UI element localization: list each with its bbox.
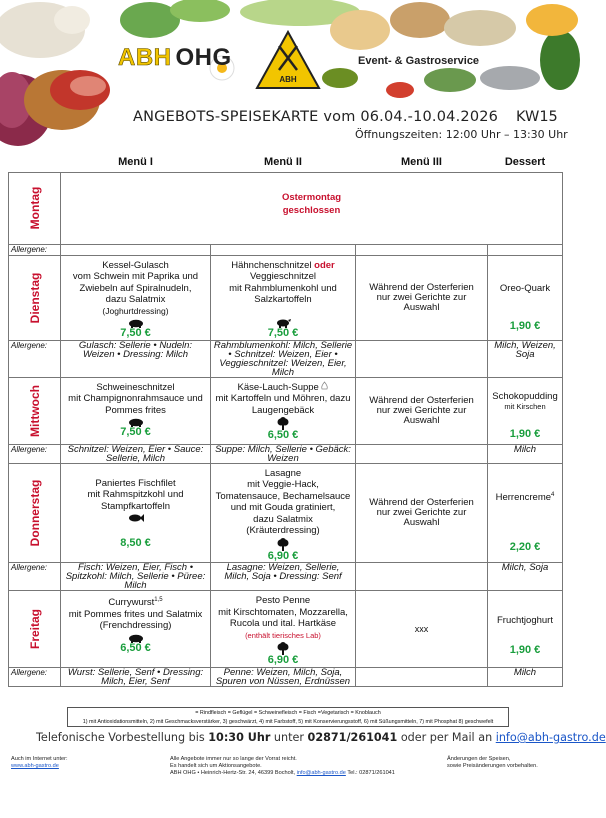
- dish-line: vom Schwein mit Paprika und: [72, 271, 199, 282]
- dish-line: Während der Osterferien: [369, 281, 474, 293]
- price: 7,50 €: [267, 326, 299, 339]
- tuesday-allergen-row: [9, 340, 563, 377]
- dish-line: Lasagne: [264, 467, 302, 479]
- dish-line: mit Champignonrahmsauce und: [68, 393, 203, 404]
- monday-allergen-row: [9, 244, 563, 255]
- dish-line: Veggieschnitzel: [249, 271, 317, 282]
- dessert-name: Schokopudding: [492, 391, 558, 402]
- dish-name: Käse-Lauch-Suppe: [237, 381, 319, 393]
- dish-line: mit Rahmblumenkohl und: [229, 282, 337, 294]
- table-header-row: [9, 152, 563, 172]
- allergen-menu1: Wurst: Sellerie, Senf • Dressing: Milch, Eier, Senf: [61, 667, 211, 686]
- dish-line: Rucola und ital. Hartkäse: [229, 618, 337, 629]
- dessert-name-wrap: [490, 492, 560, 503]
- price: 2,20 €: [509, 541, 541, 554]
- footer-internet-label: Auch im Internet unter:: [11, 756, 68, 762]
- allergen-menu1: Schnitzel: Weizen, Eier • Sauce: Sellerie, Milch: [61, 444, 211, 463]
- footer-offer-note: Es handelt sich um Aktionsangebote.: [170, 763, 262, 769]
- thursday-menu3: [356, 463, 488, 563]
- allergen-menu2: Rahmblumenkohl: Milch, Sellerie • Schnitzel: Weizen, Eier • Veggieschnitzel: Weizen, Eier, Milch: [211, 340, 356, 377]
- brand-name: [118, 44, 232, 72]
- monday-row: [9, 172, 563, 244]
- dish-line: Schweineschnitzel: [96, 381, 175, 393]
- column-header-menu3: Menü III: [356, 152, 488, 172]
- dessert-name: Herrencreme: [495, 492, 552, 504]
- day-label-monday: Montag: [9, 172, 61, 244]
- thursday-dessert: [488, 463, 563, 563]
- fish-icon: [128, 514, 144, 522]
- allergen-menu2: [211, 244, 356, 255]
- brand-abh: ABH: [118, 44, 172, 71]
- dish-line: Während der Osterferien: [369, 496, 474, 508]
- closed-line-2: geschlossen: [282, 204, 341, 216]
- dish-name: Currywurst: [108, 597, 155, 609]
- brand-logo-icon: [255, 30, 321, 92]
- dish-line: (Kräuterdressing): [246, 525, 320, 536]
- icon-legend: [67, 707, 509, 727]
- allergen-menu1: Gulasch: Sellerie • Nudeln: Weizen • Dressing: Milch: [61, 340, 211, 377]
- thursday-row: [9, 463, 563, 563]
- preorder-text: Telefonische Vorbestellung bis: [36, 731, 205, 744]
- dish-line: [213, 382, 353, 394]
- tuesday-menu1: [61, 255, 211, 340]
- footer-right: [447, 756, 538, 770]
- price: 6,90 €: [267, 654, 299, 666]
- or-word: oder: [314, 259, 335, 271]
- preorder-time: 10:30 Uhr: [208, 731, 271, 744]
- closed-line-1: Ostermontag: [281, 191, 342, 203]
- dish-line: mit Veggie-Hack,: [247, 479, 319, 490]
- dish-line: (Joghurtdressing): [102, 305, 169, 316]
- preorder-line: [36, 731, 606, 744]
- day-label-thursday: Donnerstag: [9, 463, 61, 563]
- calendar-week: KW15: [516, 109, 558, 125]
- vegetarian-icon: [277, 539, 289, 551]
- footer-address-text: ABH OHG • Heinrich-Hertz-Str. 24, 46399 Bocholt,: [170, 770, 296, 776]
- dish-line: nur zwei Gerichte zur: [376, 404, 467, 416]
- dish-line: Laugengebäck: [251, 404, 315, 416]
- friday-row: [9, 591, 563, 668]
- column-header-menu1: Menü I: [61, 152, 211, 172]
- dish-line: Stampfkartoffeln: [100, 500, 170, 512]
- friday-menu1: [61, 591, 211, 668]
- footer-phone: Tel.: 02871/261041: [347, 770, 395, 776]
- allergen-dessert: Milch: [488, 444, 563, 463]
- dish-line: mit Pommes frites und Salatmix: [68, 608, 203, 620]
- dish-line: (Frenchdressing): [99, 620, 172, 632]
- price: 1,90 €: [509, 320, 541, 332]
- footer-change-note-1: Änderungen der Speisen,: [447, 756, 511, 762]
- garlic-icon: [321, 382, 328, 390]
- dish-line: nur zwei Gerichte zur: [376, 291, 467, 303]
- allergen-label: Allergene:: [9, 563, 61, 591]
- price: 8,50 €: [120, 537, 151, 549]
- wednesday-menu1: [61, 377, 211, 444]
- column-header-dessert: Dessert: [488, 152, 563, 172]
- dish-line: Auswahl: [403, 414, 440, 426]
- price: 1,90 €: [509, 644, 541, 657]
- menu-title: ANGEBOTS-SPEISEKARTE vom 06.04.-10.04.2026: [133, 109, 499, 125]
- allergen-label: Allergene:: [9, 244, 61, 255]
- dessert-name: Oreo-Quark: [499, 283, 551, 294]
- dish-line: mit Kartoffeln und Möhren, dazu: [215, 393, 351, 404]
- friday-menu3: xxx: [356, 591, 488, 668]
- footer-change-note-2: sowie Preisänderungen vorbehalten.: [447, 763, 538, 769]
- thursday-menu1: [61, 463, 211, 563]
- dish-line: und mit Gouda gratiniert,: [230, 502, 336, 513]
- preorder-phone-number: 02871/261041: [307, 731, 398, 744]
- preorder-text-post: oder per Mail an: [400, 731, 493, 744]
- footer-left: [11, 756, 68, 770]
- tuesday-menu2: [211, 255, 356, 340]
- day-label-wednesday: Mittwoch: [9, 377, 61, 444]
- tuesday-dessert: [488, 255, 563, 340]
- dessert-subtitle: mit Kirschen: [504, 402, 546, 411]
- footer-website-link[interactable]: www.abh-gastro.de: [11, 763, 59, 769]
- day-label-friday: Freitag: [9, 591, 61, 668]
- allergen-label: Allergene:: [9, 667, 61, 686]
- legend-additives-line: 1) mit Antioxidationsmitteln, 2) mit Geschmacksverstärker, 3) geschwärzt, 4) mit Farbstoff, 5) mit Konservierungsstoff, 6) mit Süßungsmitteln, 7) mit Phosphat 8) geschwefelt: [82, 718, 494, 725]
- dish-line: nur zwei Gerichte zur: [376, 506, 467, 518]
- price: 7,50 €: [120, 426, 151, 438]
- additive-marker: 4: [551, 492, 555, 499]
- monday-closed-notice: [61, 172, 563, 244]
- dish-line: Auswahl: [403, 301, 440, 313]
- dish-line: Tomatensauce, Bechamelsauce: [215, 490, 351, 502]
- dish-line: Zwiebeln auf Spiralnudeln,: [79, 282, 192, 294]
- wednesday-menu2: [211, 377, 356, 444]
- allergen-menu3: [356, 340, 488, 377]
- menu-table: [8, 152, 563, 687]
- event-subtitle: Event- & Gastroservice: [358, 55, 480, 67]
- header-banner: [0, 0, 575, 150]
- allergen-label: Allergene:: [9, 444, 61, 463]
- footer-address: [170, 770, 395, 777]
- dish-line: Kessel-Gulasch: [102, 259, 169, 271]
- allergen-menu1: [61, 244, 211, 255]
- price: 6,90 €: [267, 549, 299, 562]
- dish-name: Hähnchenschnitzel: [231, 259, 312, 271]
- wednesday-menu3: [356, 377, 488, 444]
- allergen-dessert: Milch, Weizen, Soja: [488, 340, 563, 377]
- allergen-menu3: [356, 563, 488, 591]
- allergen-label: Allergene:: [9, 340, 61, 377]
- allergen-menu2: Penne: Weizen, Milch, Soja, Spuren von Nüssen, Erdnüssen: [211, 667, 356, 686]
- dish-line: [63, 595, 208, 609]
- dish-line: Pesto Penne: [255, 595, 311, 606]
- allergen-dessert: [488, 244, 563, 255]
- dessert-name: Fruchtjoghurt: [497, 615, 553, 627]
- day-label-tuesday: Dienstag: [9, 255, 61, 340]
- dish-line: mit Rahmspitzkohl und: [87, 489, 184, 500]
- tuesday-row: [9, 255, 563, 340]
- opening-hours: Öffnungszeiten: 12:00 Uhr – 13:30 Uhr: [355, 128, 568, 141]
- allergen-menu2: Lasagne: Weizen, Sellerie, Milch, Soja • Dressing: Senf: [211, 563, 356, 591]
- wednesday-row: [9, 377, 563, 444]
- allergen-menu3: [356, 667, 488, 686]
- footer-email-link[interactable]: info@abh-gastro.de: [296, 770, 346, 776]
- dish-line: dazu Salatmix: [105, 294, 166, 305]
- footer-stock-note: Alle Angebote immer nur so lange der Vorrat reicht.: [170, 756, 297, 762]
- dish-line: Während der Osterferien: [369, 394, 474, 406]
- price: 6,50 €: [267, 429, 299, 441]
- allergen-menu3: [356, 244, 488, 255]
- wednesday-dessert: [488, 377, 563, 444]
- dish-line: mit Kirschtomaten, Mozzarella,: [218, 606, 348, 618]
- dish-line: Paniertes Fischfilet: [95, 477, 176, 489]
- dish-line: Auswahl: [403, 516, 440, 528]
- friday-menu2: [211, 591, 356, 668]
- dish-line: Salzkartoffeln: [254, 294, 312, 305]
- rennet-note: (enthält tierisches Lab): [245, 630, 321, 640]
- price: 6,50 €: [120, 641, 151, 654]
- additive-marker: 1,5: [154, 597, 163, 603]
- dish-line: [213, 260, 353, 272]
- wednesday-allergen-row: [9, 444, 563, 463]
- allergen-menu1: Fisch: Weizen, Eier, Fisch • Spitzkohl: Milch, Sellerie • Püree: Milch: [61, 563, 211, 591]
- price: 7,50 €: [120, 327, 151, 339]
- dish-line: Pommes frites: [105, 404, 166, 416]
- allergen-dessert: Milch: [488, 667, 563, 686]
- logo-text: ABH: [279, 75, 297, 84]
- legend-icons-line: = Rindfleisch = Geflügel = Schweinefleisch = Fisch =Vegetarisch = Knoblauch: [195, 710, 381, 716]
- dish-line: dazu Salatmix: [253, 513, 313, 525]
- friday-dessert: [488, 591, 563, 668]
- thursday-allergen-row: [9, 563, 563, 591]
- allergen-menu3: [356, 444, 488, 463]
- brand-ohg: OHG: [175, 44, 232, 71]
- price: 1,90 €: [509, 428, 541, 440]
- allergen-dessert: Milch, Soja: [488, 563, 563, 591]
- thursday-menu2: [211, 463, 356, 563]
- friday-allergen-row: [9, 667, 563, 686]
- column-header-menu2: Menü II: [211, 152, 356, 172]
- footer-center: [170, 756, 395, 777]
- preorder-email-link[interactable]: info@abh-gastro.de: [495, 731, 606, 744]
- allergen-menu2: Suppe: Milch, Sellerie • Gebäck: Weizen: [211, 444, 356, 463]
- header-empty: [9, 152, 61, 172]
- tuesday-menu3: [356, 255, 488, 340]
- beef-icon: [275, 318, 291, 328]
- preorder-text-mid: unter: [273, 731, 304, 744]
